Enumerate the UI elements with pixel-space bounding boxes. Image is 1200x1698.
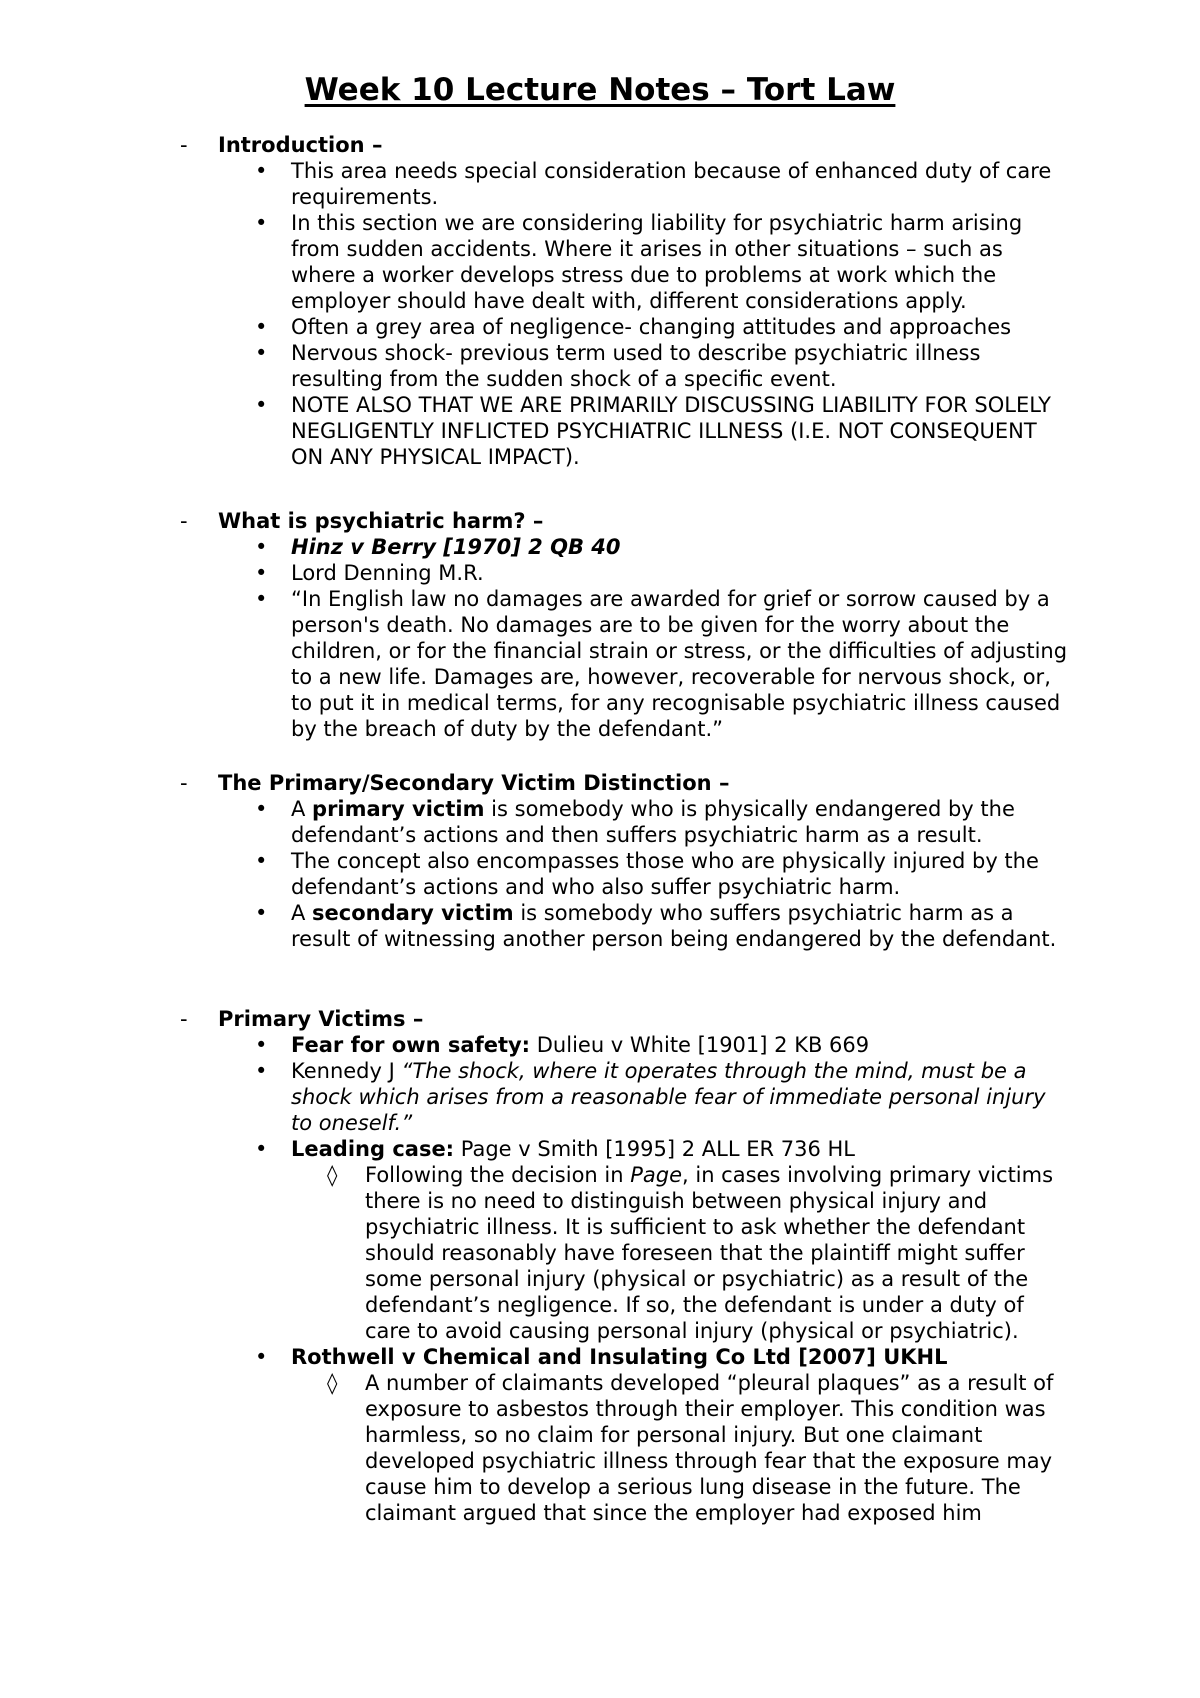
item-label: Fear for own safety: xyxy=(291,1033,531,1057)
list-item xyxy=(0,848,1071,900)
item-text-post: Page v Smith [1995] 2 ALL ER 736 HL xyxy=(454,1137,855,1161)
list-item xyxy=(0,534,1071,560)
list-item xyxy=(0,1058,1071,1136)
term-primary-victim: primary victim xyxy=(312,797,485,821)
item-text-pre: Kennedy J xyxy=(291,1059,402,1083)
list-item xyxy=(0,1344,1071,1526)
item-text: Nervous shock- previous term used to describe psychiatric illness resulting from the sudden shock of a specific event. xyxy=(291,341,981,391)
item-text-post: is somebody who suffers psychiatric harm as a result of witnessing another person being endangered by the defendant. xyxy=(291,901,1057,951)
list-item xyxy=(0,392,1071,470)
item-text: Lord Denning M.R. xyxy=(291,561,484,585)
bullet-marker: • xyxy=(255,901,268,925)
bullet-marker: • xyxy=(255,797,268,821)
dash-marker: - xyxy=(180,133,188,157)
term-secondary-victim: secondary victim xyxy=(312,901,514,925)
list-item xyxy=(0,1136,1071,1344)
bullet-marker: • xyxy=(255,561,268,585)
diamond-marker: ◊ xyxy=(327,1163,338,1187)
sub-list xyxy=(291,1370,1071,1526)
bullet-marker: • xyxy=(255,341,268,365)
bullet-marker: • xyxy=(255,1345,268,1369)
item-text-pre: A xyxy=(291,901,313,925)
bullet-marker: • xyxy=(255,393,268,417)
bullet-marker: • xyxy=(255,315,268,339)
bullet-marker: • xyxy=(255,1033,268,1057)
section-heading: The Primary/Secondary Victim Distinction – xyxy=(218,771,730,795)
item-text: NOTE ALSO THAT WE ARE PRIMARILY DISCUSSING LIABILITY FOR SOLELY NEGLIGENTLY INFLICTED PSYCHIATRIC ILLNESS (I.E. NOT CONSEQUENT ON ANY PHYSICAL IMPACT). xyxy=(291,393,1051,469)
quote-text: “In English law no damages are awarded for grief or sorrow caused by a person's death. No damages are to be given for the worry about the children, or for the financial strain or stress, or the difficulties of adjusting to a new life. Damages are, however, recoverable for nervous shock, or, to put it in medical terms, for any recognisable psychiatric illness caused by the breach of duty by the defendant.” xyxy=(291,587,1068,741)
item-text: In this section we are considering liability for psychiatric harm arising from sudden accidents. Where it arises in other situations – such as where a worker develops stress due to problems at work which the employer should have dealt with, different considerations apply. xyxy=(291,211,1023,313)
case-citation: Rothwell v Chemical and Insulating Co Ltd [2007] UKHL xyxy=(291,1345,948,1369)
bullet-marker: • xyxy=(255,1059,268,1083)
sub-text-pre: Following the decision in xyxy=(365,1163,631,1187)
bullet-marker: • xyxy=(255,849,268,873)
list-item xyxy=(0,314,1071,340)
item-text-post: Dulieu v White [1901] 2 KB 669 xyxy=(530,1033,870,1057)
item-text: This area needs special consideration because of enhanced duty of care requirements. xyxy=(291,159,1052,209)
dash-marker: - xyxy=(180,1007,188,1031)
bullet-marker: • xyxy=(255,159,268,183)
list-item xyxy=(0,586,1071,742)
list-item xyxy=(0,900,1071,952)
bullet-marker: • xyxy=(255,535,268,559)
section-heading: Introduction – xyxy=(218,133,383,157)
sub-list xyxy=(291,1162,1071,1344)
diamond-marker: ◊ xyxy=(327,1371,338,1395)
dash-marker: - xyxy=(180,509,188,533)
bullet-list xyxy=(0,158,1200,470)
case-citation: Hinz v Berry [1970] 2 QB 40 xyxy=(291,535,621,559)
item-text: The concept also encompasses those who are physically injured by the defendant’s actions and who also suffer psychiatric harm. xyxy=(291,849,1039,899)
list-item xyxy=(0,158,1071,210)
section-heading: What is psychiatric harm? – xyxy=(218,509,544,533)
sub-list-item xyxy=(0,1370,1065,1526)
sub-text-post: , in cases involving primary victims there is no need to distinguish between physical injury and psychiatric illness. It is sufficient to ask whether the defendant should reasonably have foreseen that the plaintiff might suffer some personal injury (physical or psychiatric) as a result of the defendant’s negligence. If so, the defendant is under a duty of care to avoid causing personal injury (physical or psychiatric). xyxy=(365,1163,1054,1343)
bullet-marker: • xyxy=(255,587,268,611)
item-label: Leading case: xyxy=(291,1137,455,1161)
list-item xyxy=(0,560,1071,586)
list-item xyxy=(0,210,1071,314)
bullet-marker: • xyxy=(255,211,268,235)
sub-text: A number of claimants developed “pleural plaques” as a result of exposure to asbestos through their employer. This condition was harmless, so no claim for personal injury. But one claimant developed psychiatric illness through fear that the exposure may cause him to develop a serious lung disease in the future. The claimant argued that since the employer had exposed him xyxy=(365,1371,1054,1525)
bullet-list xyxy=(0,1032,1200,1526)
item-text-post: is somebody who is physically endangered by the defendant’s actions and then suffers psychiatric harm as a result. xyxy=(291,797,1015,847)
item-text-pre: A xyxy=(291,797,313,821)
list-item xyxy=(0,340,1071,392)
page-title: Week 10 Lecture Notes – Tort Law xyxy=(304,72,896,108)
list-item xyxy=(0,1032,1071,1058)
list-item xyxy=(0,796,1071,848)
bullet-list xyxy=(0,534,1200,742)
bullet-marker: • xyxy=(255,1137,268,1161)
case-name: Page xyxy=(630,1163,683,1187)
item-text: Often a grey area of negligence- changing attitudes and approaches xyxy=(291,315,1012,339)
sub-list-item xyxy=(0,1162,1065,1344)
quote-text: “The shock, where it operates through the mind, must be a shock which arises from a reasonable fear of immediate personal injury to oneself.” xyxy=(291,1059,1046,1135)
bullet-list xyxy=(0,796,1200,952)
dash-marker: - xyxy=(180,771,188,795)
section-heading: Primary Victims – xyxy=(218,1007,424,1031)
